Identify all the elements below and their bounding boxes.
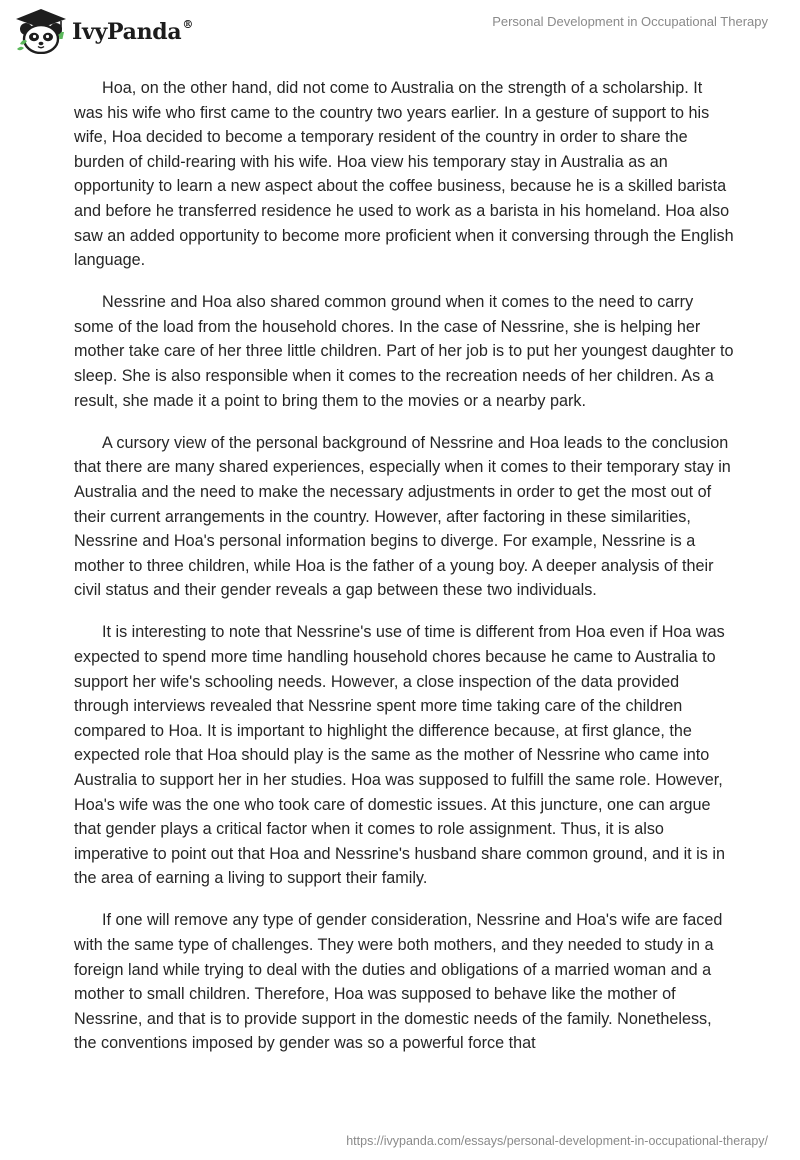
trademark-symbol: ® [182,17,194,31]
ivypanda-logo[interactable] [14,8,193,54]
paragraph: Nessrine and Hoa also shared common ground when it comes to the need to carry some of the load from the household chores. In the case of Nessrine, she is helping her mother take care of her three little children. Part of her job is to put her youngest daughter to sleep. She is also responsible when it comes to the recreation needs of her children. As a result, she made it a point to bring them to the movies or a nearby park. [74,293,734,410]
paragraph: A cursory view of the personal background of Nessrine and Hoa leads to the conclusion that there are many shared experiences, especially when it comes to their temporary stay in Australia and the need to make the necessary adjustments in order to get the most out of their current arrangements in the country. However, after factoring in these similarities, Nessrine and Hoa's personal information begins to diverge. For example, Nessrine is a mother to three children, while Hoa is the father of a young boy. A deeper analysis of their civil status and their gender reveals a gap between these two individuals. [74,433,731,600]
paragraph: It is interesting to note that Nessrine's use of time is different from Hoa even if Hoa was expected to spend more time handling household chores because he came to Australia to support her wife's schooling needs. However, a close inspection of the data provided through interviews revealed that Nessrine spent more time taking care of the children compared to Hoa. It is important to highlight the difference because, at first glance, the expected role that Hoa should play is the same as the mother of Nessrine who came into Australia to support her in her studies. Hoa was supposed to fulfill the same role. However, Hoa's wife was the one who took care of domestic issues. At this juncture, one can argue that gender plays a critical factor when it comes to role assignment. Thus, it is also imperative to point out that Hoa and Nessrine's husband share common ground, and it is in the area of earning a living to support their family. [74,623,725,888]
document-title: Personal Development in Occupational Therapy [492,14,768,29]
panda-graduate-icon [14,8,68,54]
paragraph: If one will remove any type of gender consideration, Nessrine and Hoa's wife are faced with the same type of challenges. They were both mothers, and they needed to study in a foreign land while trying to deal with the duties and obligations of a married woman and a mother to small children. Therefore, Hoa was supposed to behave like the mother of Nessrine, and that is to provide support in the domestic needs of the family. Nonetheless, the conventions imposed by gender was so a powerful force that [74,911,723,1053]
brand-name: IvyPanda® [72,17,194,45]
page-header [0,0,800,60]
paragraph: Hoa, on the other hand, did not come to Australia on the strength of a scholarship. It was his wife who first came to the country two years earlier. In a gesture of support to his wife, Hoa decided to become a temporary resident of the country in order to share the burden of child-rearing with his wife. Hoa view his temporary stay in Australia as an opportunity to learn a new aspect about the coffee business, because he is a skilled barista and before he transferred residence he used to work as a barista in his homeland. Hoa also saw an added opportunity to become more proficient when it conversing through the English language. [74,79,734,270]
essay-body [74,76,734,1073]
source-url[interactable]: https://ivypanda.com/essays/personal-development-in-occupational-therapy/ [346,1134,768,1148]
